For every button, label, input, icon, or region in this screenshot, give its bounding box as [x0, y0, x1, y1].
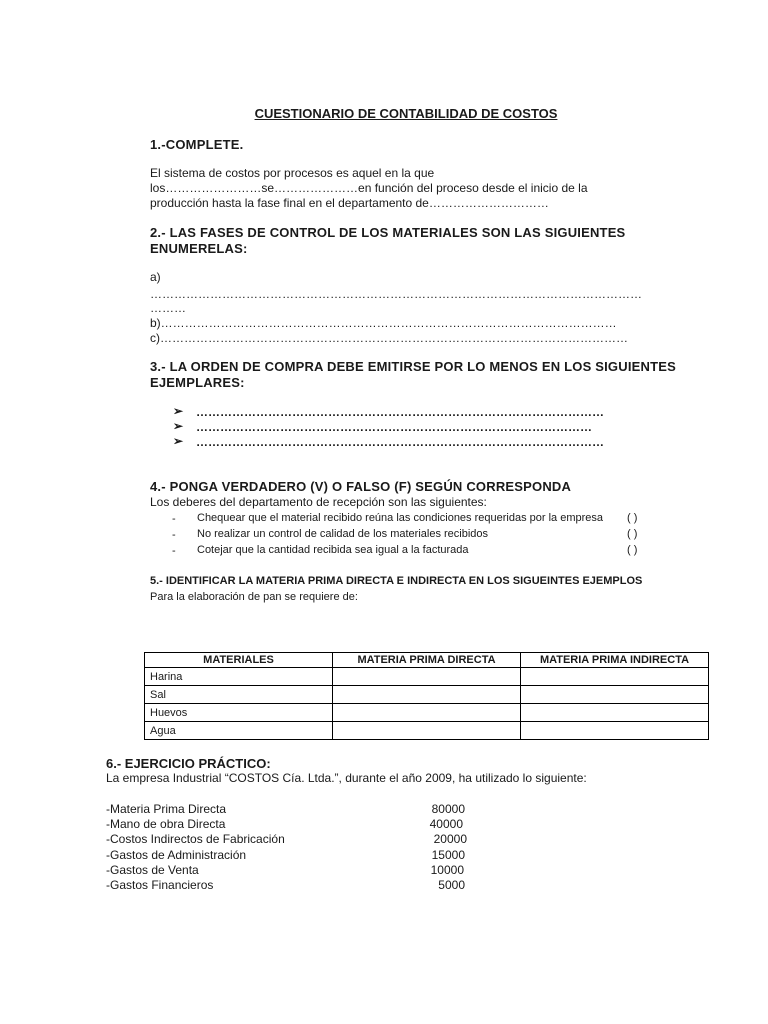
indirect-answer-cell[interactable] — [521, 722, 709, 740]
bullet-arrow-icon: ➢ — [173, 434, 184, 448]
q4-intro: Los deberes del departamento de recepción son las siguientes: — [150, 495, 487, 509]
q1-line-3: producción hasta la fase final en el departamento de………………………… — [150, 196, 549, 210]
q2-heading-2: ENUMERELAS: — [150, 241, 248, 256]
q1-heading: 1.-COMPLETE. — [150, 137, 244, 152]
material-cell: Sal — [145, 686, 333, 704]
q2-b-line: b)…………………………………………………………………………………………………… — [150, 316, 617, 330]
q5-heading: 5.- IDENTIFICAR LA MATERIA PRIMA DIRECTA E INDIRECTA EN LOS SIGUEINTES EJEMPLOS — [150, 575, 643, 587]
q3-bullet-line: ……………………………………………………………………………………… — [196, 420, 592, 434]
q6-intro: La empresa Industrial “COSTOS Cía. Ltda.”, durante el año 2009, ha utilizado lo siguiente: — [106, 771, 587, 785]
column-header-materials: MATERIALES — [145, 653, 333, 668]
table-row — [145, 722, 709, 740]
expense-label: -Mano de obra Directa — [106, 817, 226, 831]
bullet-arrow-icon: ➢ — [173, 404, 184, 418]
q4-item-answer-box[interactable]: ( ) — [627, 544, 638, 556]
q4-item-text: Chequear que el material recibido reúna las condiciones requeridas por la empresa — [197, 512, 604, 524]
dash-marker: - — [172, 513, 176, 525]
bullet-arrow-icon: ➢ — [173, 419, 184, 433]
expense-value: 40000 — [429, 817, 463, 831]
q3-heading-1: 3.- LA ORDEN DE COMPRA DEBE EMITIRSE POR LO MENOS EN LOS SIGUIENTES — [150, 359, 676, 374]
dash-marker: - — [172, 529, 176, 541]
table-header-row — [145, 653, 709, 668]
indirect-answer-cell[interactable] — [521, 668, 709, 686]
q3-bullet-line: ………………………………………………………………………………………… — [196, 405, 604, 419]
direct-answer-cell[interactable] — [333, 686, 521, 704]
expense-label: -Gastos de Administración — [106, 848, 247, 862]
expense-label: -Costos Indirectos de Fabricación — [106, 832, 285, 846]
materials-table — [144, 652, 709, 740]
dash-marker: - — [172, 545, 176, 557]
material-cell: Agua — [145, 722, 333, 740]
expense-value: 5000 — [438, 878, 465, 892]
q2-c-line: c)……………………………………………………………………………………………………… — [150, 331, 628, 345]
expense-label: -Materia Prima Directa — [106, 802, 227, 816]
material-cell: Harina — [145, 668, 333, 686]
q4-heading: 4.- PONGA VERDADERO (V) O FALSO (F) SEGÚN CORRESPONDA — [150, 479, 572, 494]
expense-value: 15000 — [431, 848, 465, 862]
indirect-answer-cell[interactable] — [521, 704, 709, 722]
q4-item-answer-box[interactable]: ( ) — [627, 528, 638, 540]
q1-line-2: los……………………se…………………en función del proceso desde el inicio de la — [150, 181, 588, 195]
table-row — [145, 668, 709, 686]
q2-heading-1: 2.- LAS FASES DE CONTROL DE LOS MATERIALES SON LAS SIGUIENTES — [150, 225, 626, 240]
table-row — [145, 686, 709, 704]
direct-answer-cell[interactable] — [333, 704, 521, 722]
q4-item-answer-box[interactable]: ( ) — [627, 512, 638, 524]
expense-label: -Gastos de Venta — [106, 863, 199, 877]
indirect-answer-cell[interactable] — [521, 686, 709, 704]
page-title: CUESTIONARIO DE CONTABILIDAD DE COSTOS — [254, 106, 558, 121]
material-cell: Huevos — [145, 704, 333, 722]
column-header-indirect: MATERIA PRIMA INDIRECTA — [521, 653, 709, 668]
expense-value: 20000 — [433, 832, 467, 846]
q3-heading-2: EJEMPLARES: — [150, 375, 245, 390]
q3-bullet-line: ………………………………………………………………………………………… — [196, 435, 604, 449]
column-header-direct: MATERIA PRIMA DIRECTA — [333, 653, 521, 668]
expense-value: 10000 — [430, 863, 464, 877]
q4-item-text: Cotejar que la cantidad recibida sea igual a la facturada — [197, 544, 469, 556]
expense-label: -Gastos Financieros — [106, 878, 214, 892]
q6-heading: 6.- EJERCICIO PRÁCTICO: — [106, 756, 271, 771]
table-row — [145, 704, 709, 722]
q2-a-label: a) — [150, 270, 161, 284]
q5-intro: Para la elaboración de pan se requiere de: — [150, 591, 358, 603]
q4-item-text: No realizar un control de calidad de los materiales recibidos — [197, 528, 489, 540]
q1-line-1: El sistema de costos por procesos es aquel en la que — [150, 166, 435, 180]
q2-a-line: …………………………………………………………………………………………………………… — [150, 287, 642, 301]
q2-a-cont: ……… — [150, 301, 186, 315]
direct-answer-cell[interactable] — [333, 722, 521, 740]
expense-value: 80000 — [431, 802, 465, 816]
direct-answer-cell[interactable] — [333, 668, 521, 686]
